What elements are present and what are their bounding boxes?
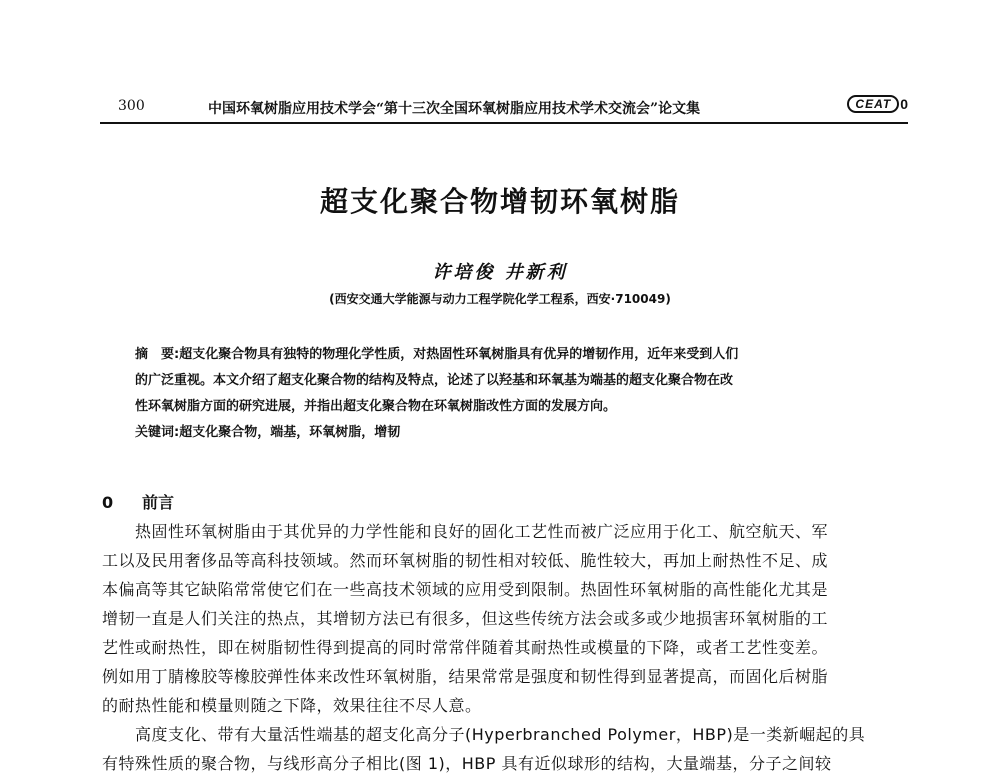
body-line: 工以及民用奢侈品等高科技领域。然而环氧树脂的韧性相对较低、脆性较大，再加上耐热性不足、成 <box>102 551 829 570</box>
body-line: 本偏高等其它缺陷常常使它们在一些高技术领域的应用受到限制。热固性环氧树脂的高性能化尤其是 <box>102 580 829 599</box>
body-line: 热固性环氧树脂由于其优异的力学性能和良好的固化工艺性而被广泛应用于化工、航空航天、军 <box>102 522 829 541</box>
logo-suffix: 0 <box>900 96 908 112</box>
running-title: 中国环氧树脂应用技术学会“第十三次全国环氧树脂应用技术学术交流会”论文集 <box>208 101 701 117</box>
body-line: 有特殊性质的聚合物，与线形高分子相比(图 1)，HBP 具有近似球形的结构，大量端基，分子之间较 <box>102 754 832 773</box>
section-title: 前言 <box>142 493 175 512</box>
body-line: 例如用丁腈橡胶等橡胶弹性体来改性环氧树脂，结果常常是强度和韧性得到显著提高，而固化后树脂 <box>102 667 829 686</box>
abstract-line: 的广泛重视。本文介绍了超支化聚合物的结构及特点，论述了以羟基和环氧基为端基的超支化聚合物在改 <box>135 373 734 388</box>
section-number: 0 <box>102 493 114 512</box>
body-line: 高度支化、带有大量活性端基的超支化高分子(Hyperbranched Polymer，HBP)是一类新崛起的具 <box>102 725 866 744</box>
body-text <box>102 517 902 778</box>
ceat-logo <box>847 95 908 113</box>
keywords-line: 关键词:超支化聚合物，端基，环氧树脂，增韧 <box>135 425 401 440</box>
running-header <box>100 94 908 124</box>
abstract-block <box>135 342 875 446</box>
page-number: 300 <box>118 98 145 114</box>
paper-title: 超支化聚合物增韧环氧树脂 <box>319 185 680 218</box>
section-heading <box>102 490 174 513</box>
body-line: 增韧一直是人们关注的热点，其增韧方法已有很多，但这些传统方法会或多或少地损害环氧树脂的工 <box>102 609 829 628</box>
abstract-line: 摘 要:超支化聚合物具有独特的物理化学性质，对热固性环氧树脂具有优异的增韧作用，近年来受到人们 <box>135 347 739 362</box>
abstract-line: 性环氧树脂方面的研究进展，并指出超支化聚合物在环氧树脂改性方面的发展方向。 <box>135 399 617 414</box>
paper-affiliation: (西安交通大学能源与动力工程学院化学工程系，西安·710049) <box>329 292 671 306</box>
paper-authors: 许培俊 井新利 <box>432 262 568 283</box>
logo-badge: CEAT <box>847 95 899 113</box>
body-line: 艺性或耐热性，即在树脂韧性得到提高的同时常常伴随着其耐热性或模量的下降，或者工艺性变差。 <box>102 638 829 657</box>
body-line: 的耐热性能和模量则随之下降，效果往往不尽人意。 <box>102 696 482 715</box>
